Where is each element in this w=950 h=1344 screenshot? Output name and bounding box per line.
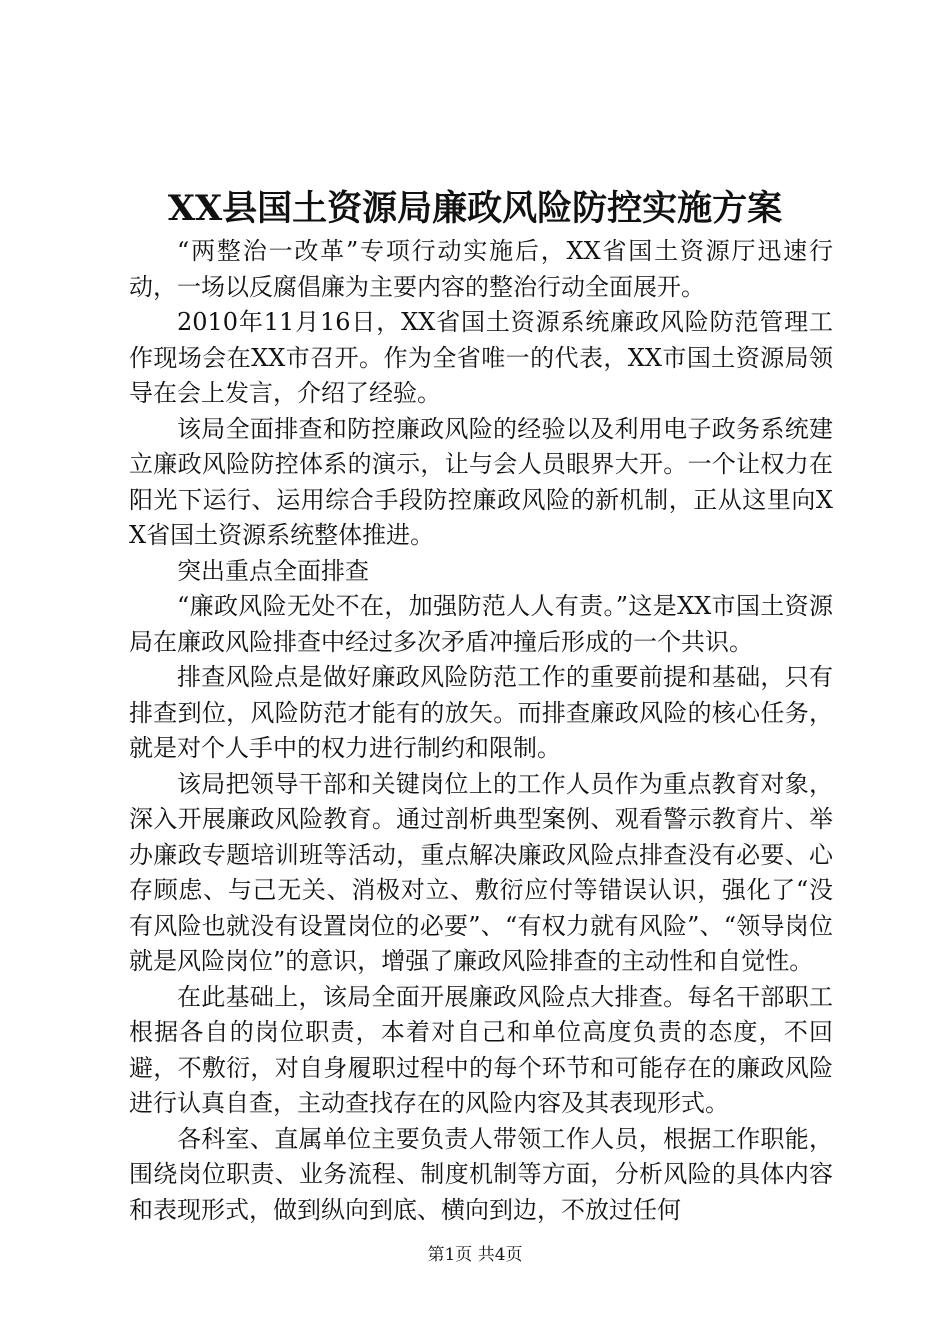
document-body	[129, 234, 833, 1228]
paragraph: “廉政风险无处不在，加强防范人人有责。”这是XX市国土资源局在廉政风险排查中经过多次矛盾冲撞后形成的一个共识。	[129, 592, 833, 656]
document-title: XX县国土资源局廉政风险防控实施方案	[167, 188, 783, 229]
paragraph: 该局把领导干部和关键岗位上的工作人员作为重点教育对象，深入开展廉政风险教育。通过剖析典型案例、观看警示教育片、举办廉政专题培训班等活动，重点解决廉政风险点排查没有必要、心存顾虑、与己无关、消极对立、敷衍应付等错误认识，强化了“没有风险也就没有设置岗位的必要”、“有权力就有风险”、“领导岗位就是风险岗位”的意识，增强了廉政风险排查的主动性和自觉性。	[129, 769, 833, 975]
paragraph: 2010年11月16日，XX省国土资源系统廉政风险防范管理工作现场会在XX市召开。作为全省唯一的代表，XX市国土资源局领导在会上发言，介绍了经验。	[129, 308, 833, 407]
paragraph: 各科室、直属单位主要负责人带领工作人员，根据工作职能，围绕岗位职责、业务流程、制度机制等方面，分析风险的具体内容和表现形式，做到纵向到底、横向到边，不放过任何	[129, 1124, 833, 1224]
page-footer: 第1页 共4页	[427, 1245, 523, 1265]
paragraph: 排查风险点是做好廉政风险防范工作的重要前提和基础，只有排查到位，风险防范才能有的放矢。而排查廉政风险的核心任务，就是对个人手中的权力进行制约和限制。	[129, 663, 833, 762]
paragraph: 该局全面排查和防控廉政风险的经验以及利用电子政务系统建立廉政风险防控体系的演示，让与会人员眼界大开。一个让权力在阳光下运行、运用综合手段防控廉政风险的新机制，正从这里向XX省国土资源系统整体推进。	[129, 414, 833, 549]
section-heading: 突出重点全面排查	[177, 556, 369, 585]
paragraph: 在此基础上，该局全面开展廉政风险点大排查。每名干部职工根据各自的岗位职责，本着对自己和单位高度负责的态度，不回避，不敷衍，对自身履职过程中的每个环节和可能存在的廉政风险进行认真自查，主动查找存在的风险内容及其表现形式。	[129, 982, 833, 1117]
paragraph: “两整治一改革”专项行动实施后，XX省国土资源厅迅速行动，一场以反腐倡廉为主要内容的整治行动全面展开。	[129, 237, 833, 301]
